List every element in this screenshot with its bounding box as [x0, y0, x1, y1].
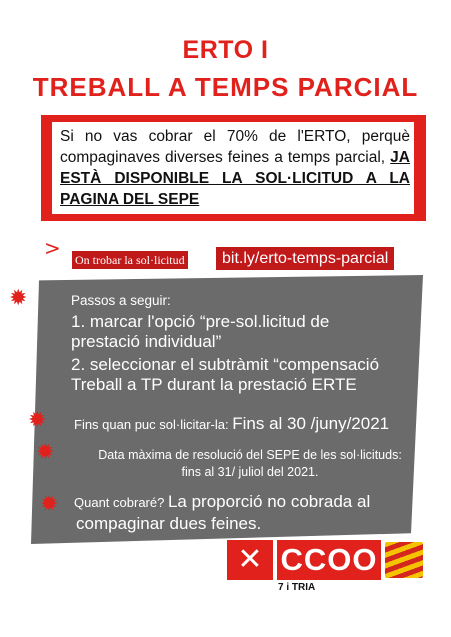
title-line1: ERTO I [182, 36, 269, 64]
max-resolution-date [72, 447, 428, 481]
step-2: 2. seleccionar el subtràmit “compensació Treball a TP durant la prestació ERTE [71, 355, 380, 394]
step-1: 1. marcar l'opció “pre-sol.licitud de prestació individual” [71, 312, 330, 351]
catalan-flag-icon [385, 542, 423, 578]
burst-icon: ✹ [40, 492, 59, 517]
where-label: On trobar la sol·licitud [72, 251, 188, 269]
payment-label: Quant cobraré? [74, 495, 165, 510]
logo-caption: 7 i TRIA [278, 582, 316, 593]
max-resolution-label: Data màxima de resolució del SEPE de les sol·licituds: [98, 448, 402, 462]
steps-title: Passos a seguir: [71, 293, 171, 308]
notice-bold: JA ESTÀ DISPONIBLE LA SOL·LICITUD A LA PAGINA DEL SEPE [60, 149, 410, 208]
burst-icon: ✹ [36, 440, 55, 465]
sepe-link[interactable]: bit.ly/erto-temps-parcial [216, 247, 394, 270]
deadline-value: Fins al 30 /juny/2021 [232, 414, 390, 433]
deadline-label: Fins quan puc sol·licitar-la: [74, 417, 229, 432]
ccoo-logo [227, 540, 425, 580]
title-line2: TREBALL A TEMPS PARCIAL [32, 72, 419, 102]
payment-value-continued: compaginar dues feines. [76, 514, 262, 533]
payment-value: La proporció no cobrada al [167, 492, 371, 511]
ccoo-mark-icon: ✕ [227, 540, 273, 580]
notice-text: Si no vas cobrar el 70% de l'ERTO, perquè compaginaves diverses feines a temps parcial, [60, 128, 410, 166]
ccoo-logo-text: CCOO [277, 540, 381, 580]
max-resolution-value: fins al 31/ juliol del 2021. [181, 465, 319, 479]
deadline-row [74, 414, 389, 434]
burst-icon: ✹ [28, 408, 47, 433]
burst-icon: ✹ [9, 286, 28, 311]
arrow-icon: > [44, 236, 61, 260]
payment-row [74, 492, 370, 512]
notice-box [52, 122, 414, 214]
